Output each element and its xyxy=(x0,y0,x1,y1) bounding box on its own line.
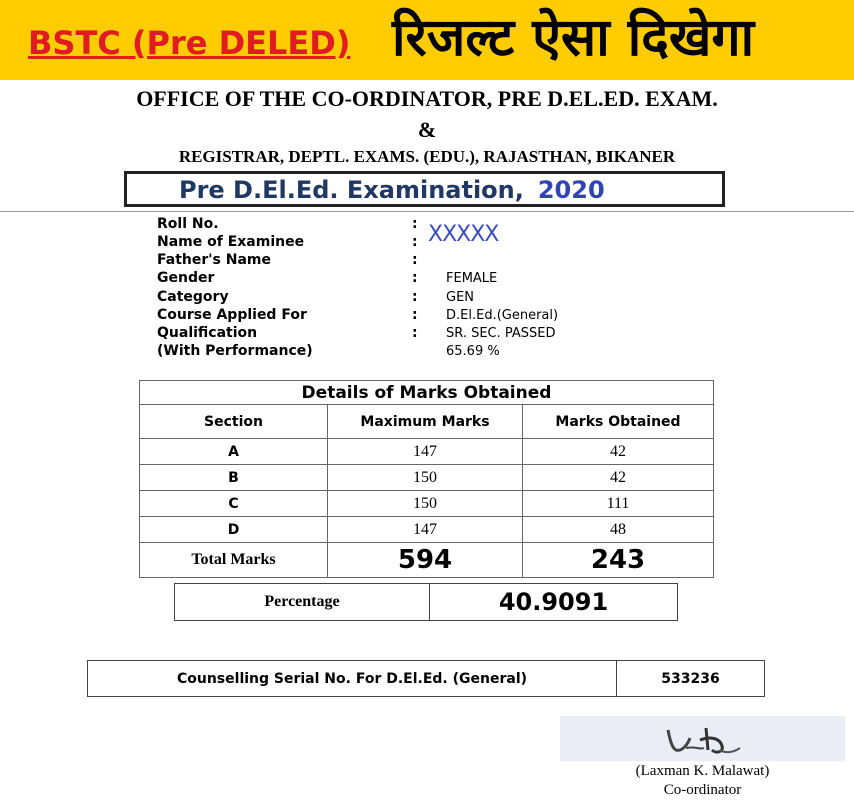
counselling-table xyxy=(87,660,765,697)
total-max-marks: 594 xyxy=(328,543,523,578)
marks-caption: Details of Marks Obtained xyxy=(140,381,714,405)
exam-year: 2020 xyxy=(537,176,605,204)
exam-title-box xyxy=(124,171,725,207)
total-label: Total Marks xyxy=(140,543,328,578)
label-gender: Gender xyxy=(157,270,215,286)
percentage-value: 40.9091 xyxy=(430,584,678,621)
label-qualification: Qualification xyxy=(157,325,258,341)
colon: : xyxy=(412,234,418,250)
colon: : xyxy=(412,252,418,268)
office-line-registrar: REGISTRAR, DEPTL. EXAMS. (EDU.), RAJASTHAN, BIKANER xyxy=(178,147,676,166)
divider xyxy=(0,211,854,212)
obtained-marks-cell: 42 xyxy=(523,465,714,491)
signature-mark xyxy=(660,720,750,758)
percentage-table xyxy=(174,583,678,621)
signature-image xyxy=(560,716,845,761)
max-marks-cell: 147 xyxy=(328,439,523,465)
header-marks-obtained: Marks Obtained xyxy=(523,405,714,439)
label-course: Course Applied For xyxy=(157,307,307,323)
label-father-name: Father's Name xyxy=(157,252,271,268)
gender-value: FEMALE xyxy=(446,271,498,286)
marks-header-row xyxy=(140,405,714,439)
header-maximum-marks: Maximum Marks xyxy=(328,405,523,439)
label-roll-no: Roll No. xyxy=(157,216,219,232)
obtained-marks-cell: 42 xyxy=(523,439,714,465)
category-value: GEN xyxy=(446,290,475,305)
office-line-ampersand: & xyxy=(417,117,437,142)
table-row xyxy=(140,465,714,491)
table-row xyxy=(140,517,714,543)
signatory-name: (Laxman K. Malawat) xyxy=(635,763,770,779)
header-section: Section xyxy=(140,405,328,439)
percentage-label: Percentage xyxy=(175,584,430,621)
obtained-marks-cell: 48 xyxy=(523,517,714,543)
colon: : xyxy=(412,270,418,286)
label-name: Name of Examinee xyxy=(157,234,305,250)
total-obtained-marks: 243 xyxy=(523,543,714,578)
label-performance: (With Performance) xyxy=(157,343,313,359)
marks-table xyxy=(139,380,714,578)
colon: : xyxy=(412,289,418,305)
table-row xyxy=(140,491,714,517)
colon: : xyxy=(412,307,418,323)
obtained-marks-cell: 111 xyxy=(523,491,714,517)
course-value: D.El.Ed.(General) xyxy=(446,308,559,323)
section-cell: C xyxy=(140,491,328,517)
header-banner xyxy=(0,0,854,80)
examinee-name: XXXXX xyxy=(428,222,499,247)
qualification-value: SR. SEC. PASSED xyxy=(446,326,556,341)
total-row xyxy=(140,543,714,578)
signatory-designation: Co-ordinator xyxy=(663,782,742,798)
section-cell: A xyxy=(140,439,328,465)
max-marks-cell: 150 xyxy=(328,465,523,491)
colon: : xyxy=(412,216,418,232)
exam-name: Pre D.El.Ed. Examination, xyxy=(179,176,524,204)
counselling-label: Counselling Serial No. For D.El.Ed. (General) xyxy=(88,661,617,697)
banner-title-hindi: रिजल्ट ऐसा दिखेगा xyxy=(392,8,755,68)
section-cell: B xyxy=(140,465,328,491)
label-category: Category xyxy=(157,289,229,305)
counselling-serial-value: 533236 xyxy=(617,661,765,697)
performance-value: 65.69 % xyxy=(446,344,500,359)
section-cell: D xyxy=(140,517,328,543)
table-row xyxy=(140,439,714,465)
office-line-coordinator: OFFICE OF THE CO-ORDINATOR, PRE D.EL.ED. EXAM. xyxy=(136,86,718,111)
max-marks-cell: 150 xyxy=(328,491,523,517)
max-marks-cell: 147 xyxy=(328,517,523,543)
colon: : xyxy=(412,325,418,341)
banner-title-english: BSTC (Pre DELED) xyxy=(28,24,351,62)
exam-title xyxy=(179,176,605,204)
